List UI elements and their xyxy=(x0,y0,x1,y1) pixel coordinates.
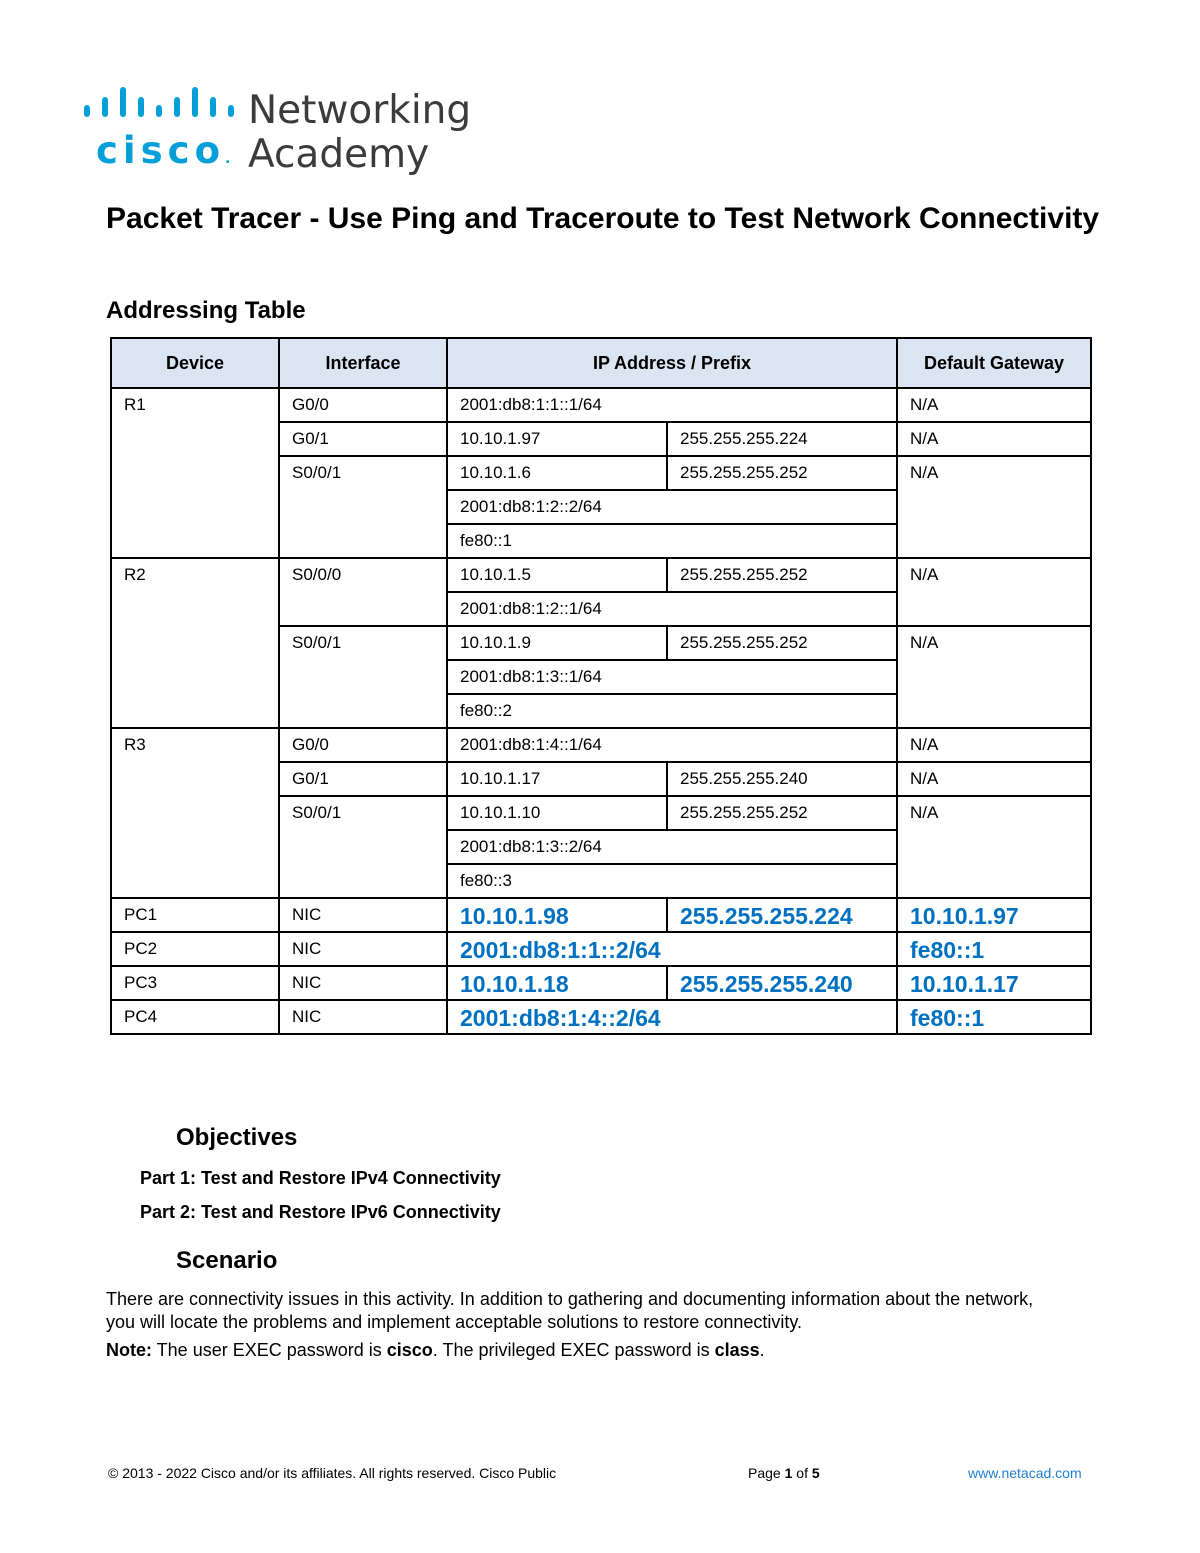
note-text-3: . xyxy=(759,1340,765,1360)
ip-cell: 10.10.1.9 xyxy=(447,626,667,660)
ip-cell: 10.10.1.97 xyxy=(447,422,667,456)
mask-cell: 255.255.255.252 xyxy=(667,796,897,830)
interface-cell: NIC xyxy=(279,966,447,1000)
ip-cell: 10.10.1.5 xyxy=(447,558,667,592)
device-cell: R3 xyxy=(111,728,279,898)
gateway-cell: N/A xyxy=(897,558,1091,626)
scenario-paragraph: There are connectivity issues in this activity. In addition to gathering and documenting information about the network, you will locate the problems and implement acceptable solutions to restore connectivity. xyxy=(106,1289,1034,1332)
ip-cell: fe80::2 xyxy=(447,694,897,728)
table-row xyxy=(111,558,1091,592)
header-interface: Interface xyxy=(279,338,447,388)
user-exec-password: cisco xyxy=(386,1340,433,1360)
interface-cell: G0/1 xyxy=(279,762,447,796)
logo-networking-text: Networking xyxy=(248,88,472,133)
device-cell: PC1 xyxy=(111,898,279,932)
header-default-gateway: Default Gateway xyxy=(897,338,1091,388)
interface-cell: G0/1 xyxy=(279,422,447,456)
header-device: Device xyxy=(111,338,279,388)
ip-cell: fe80::1 xyxy=(447,524,897,558)
interface-cell: G0/0 xyxy=(279,388,447,422)
gateway-cell: N/A xyxy=(897,422,1091,456)
objectives-heading: Objectives xyxy=(176,1124,298,1151)
ip-answer-cell: 10.10.1.18 xyxy=(447,966,667,1000)
cisco-bars-icon xyxy=(82,85,242,125)
ip-answer-cell: 10.10.1.98 xyxy=(447,898,667,932)
mask-cell: 255.255.255.252 xyxy=(667,456,897,490)
footer-url-link[interactable]: www.netacad.com xyxy=(968,1465,1082,1481)
table-row xyxy=(111,1000,1091,1034)
mask-cell: 255.255.255.252 xyxy=(667,626,897,660)
mask-answer-cell: 255.255.255.224 xyxy=(667,898,897,932)
device-cell: PC3 xyxy=(111,966,279,1000)
interface-cell: S0/0/0 xyxy=(279,558,447,626)
addressing-table xyxy=(110,337,1092,1035)
interface-cell: NIC xyxy=(279,1000,447,1034)
objective-part-1: Part 1: Test and Restore IPv4 Connectivity xyxy=(140,1168,501,1188)
ip-cell: fe80::3 xyxy=(447,864,897,898)
header-ip-address: IP Address / Prefix xyxy=(447,338,897,388)
mask-cell: 255.255.255.224 xyxy=(667,422,897,456)
ip-answer-cell: 2001:db8:1:4::2/64 xyxy=(447,1000,897,1034)
table-row xyxy=(111,898,1091,932)
gateway-cell: N/A xyxy=(897,728,1091,762)
table-row xyxy=(111,728,1091,762)
interface-cell: S0/0/1 xyxy=(279,626,447,728)
note-text-2: . The privileged EXEC password is xyxy=(432,1340,715,1360)
ip-cell: 2001:db8:1:4::1/64 xyxy=(447,728,897,762)
gateway-answer-cell: fe80::1 xyxy=(897,932,1091,966)
page-title: Packet Tracer - Use Ping and Traceroute to Test Network Connectivity xyxy=(106,202,1100,235)
logo-academy-text: Academy xyxy=(248,132,430,177)
interface-cell: S0/0/1 xyxy=(279,456,447,558)
networking-academy-logo xyxy=(82,85,472,180)
cisco-wordmark: cisco. xyxy=(96,129,231,172)
ip-cell: 10.10.1.6 xyxy=(447,456,667,490)
gateway-cell: N/A xyxy=(897,762,1091,796)
table-row xyxy=(111,966,1091,1000)
device-cell: R1 xyxy=(111,388,279,558)
ip-answer-cell: 2001:db8:1:1::2/64 xyxy=(447,932,897,966)
interface-cell: NIC xyxy=(279,898,447,932)
privileged-exec-password: class xyxy=(714,1340,760,1360)
mask-answer-cell: 255.255.255.240 xyxy=(667,966,897,1000)
device-cell: PC4 xyxy=(111,1000,279,1034)
footer-page-number: Page 1 of 5 xyxy=(748,1465,820,1481)
mask-cell: 255.255.255.252 xyxy=(667,558,897,592)
gateway-answer-cell: 10.10.1.97 xyxy=(897,898,1091,932)
device-cell: R2 xyxy=(111,558,279,728)
gateway-cell: N/A xyxy=(897,388,1091,422)
gateway-cell: N/A xyxy=(897,626,1091,728)
ip-cell: 2001:db8:1:3::1/64 xyxy=(447,660,897,694)
ip-cell: 2001:db8:1:2::2/64 xyxy=(447,490,897,524)
interface-cell: NIC xyxy=(279,932,447,966)
ip-cell: 2001:db8:1:3::2/64 xyxy=(447,830,897,864)
ip-cell: 10.10.1.17 xyxy=(447,762,667,796)
table-row xyxy=(111,932,1091,966)
interface-cell: S0/0/1 xyxy=(279,796,447,898)
ip-cell: 10.10.1.10 xyxy=(447,796,667,830)
gateway-answer-cell: fe80::1 xyxy=(897,1000,1091,1034)
addressing-table-heading: Addressing Table xyxy=(106,297,306,324)
device-cell: PC2 xyxy=(111,932,279,966)
password-note xyxy=(106,1340,765,1361)
note-text-1: The user EXEC password is xyxy=(152,1340,387,1360)
note-label: Note: xyxy=(106,1340,152,1360)
table-row xyxy=(111,388,1091,422)
gateway-cell: N/A xyxy=(897,456,1091,558)
footer-copyright: © 2013 - 2022 Cisco and/or its affiliates. All rights reserved. Cisco Public xyxy=(108,1465,557,1481)
ip-cell: 2001:db8:1:2::1/64 xyxy=(447,592,897,626)
interface-cell: G0/0 xyxy=(279,728,447,762)
ip-cell: 2001:db8:1:1::1/64 xyxy=(447,388,897,422)
table-header-row xyxy=(111,338,1091,388)
gateway-answer-cell: 10.10.1.17 xyxy=(897,966,1091,1000)
objective-part-2: Part 2: Test and Restore IPv6 Connectivity xyxy=(140,1202,501,1222)
mask-cell: 255.255.255.240 xyxy=(667,762,897,796)
gateway-cell: N/A xyxy=(897,796,1091,898)
scenario-heading: Scenario xyxy=(176,1247,278,1274)
